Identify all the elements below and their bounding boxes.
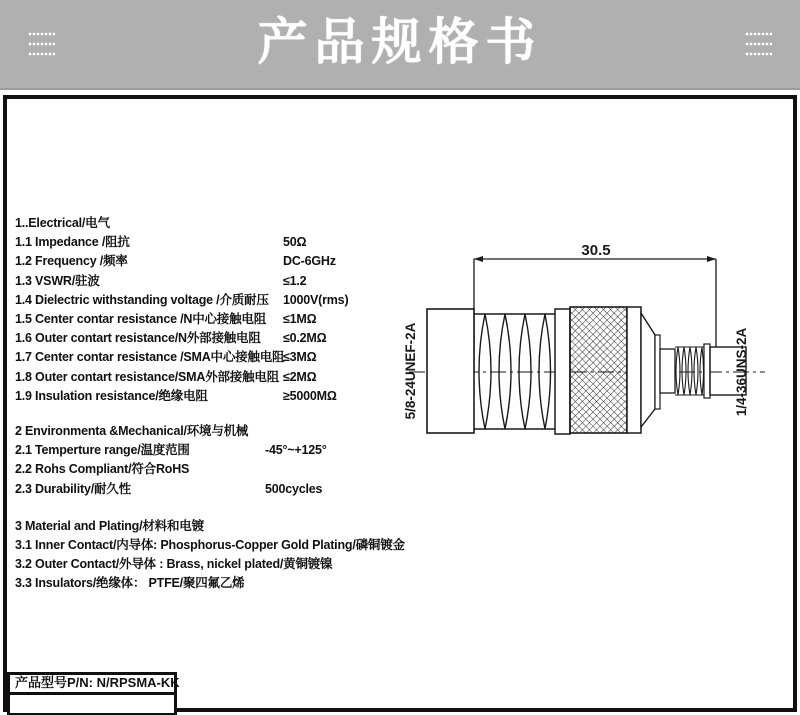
dots-pattern-left-icon [28,29,55,59]
n-coupling-thread [474,314,555,429]
spec-row [15,348,415,367]
spec-row [15,272,415,291]
spec-row [15,252,415,271]
spec-section-heading: 1..Electrical/电气 [15,216,110,230]
spec-label: 3.1 Inner Contact/内导体: Phosphorus-Copper Gold Plating/磷铜镀金 [15,538,405,553]
spec-row [15,387,415,406]
spec-value: ≤0.2MΩ [283,331,327,346]
n-connector-rear-body [427,309,474,433]
spec-row [15,368,415,387]
connector-technical-drawing [395,235,775,445]
spec-list [15,214,415,594]
spec-row [15,555,415,574]
spec-label: 1.2 Frequency /频率 [15,254,128,269]
spec-section-heading: 3 Material and Plating/材料和电镀 [15,518,204,533]
spec-label: 1.8 Outer contart resistance/SMA外部接触电阻 [15,369,279,384]
spec-row [15,574,415,593]
dots-pattern-right-icon [745,29,772,59]
part-number-cell: 产品型号P/N: N/RPSMA-KK [10,675,174,695]
spec-value: 50Ω [283,235,307,250]
spec-value: 1000V(rms) [283,292,349,307]
spec-row [15,310,415,329]
sma-cylinder [660,349,675,393]
spec-row [15,329,415,348]
taper-section [641,313,655,427]
spec-row [15,480,415,499]
spec-value: ≤1MΩ [283,312,317,327]
spec-row [15,233,415,252]
spec-label: 1.1 Impedance /阻抗 [15,235,130,250]
spec-label: 3.2 Outer Contact/外导体 : Brass, nickel plated/黄铜镀镍 [15,557,333,572]
spec-label: 1.9 Insulation resistance/绝缘电阻 [15,388,208,403]
spec-label: 1.7 Center contar resistance /SMA中心接触电阻 [15,350,285,365]
spec-value: ≤3MΩ [283,350,317,365]
dimension-value: 30.5 [581,242,611,259]
dimension-arrow-right-icon [707,256,716,262]
spec-row [15,460,415,479]
spec-value: 500cycles [265,481,323,496]
spec-value: -45°~+125° [265,443,327,458]
n-collar [555,309,570,434]
sma-end-collar [704,344,710,398]
spec-row [15,291,415,310]
spec-value: ≥5000MΩ [283,388,337,403]
sma-coupling-thread [675,347,704,395]
header-band [0,0,800,90]
empty-cell [10,695,174,713]
spec-label: 2.2 Rohs Compliant/符合RoHS [15,462,190,477]
spec-label: 3.3 Insulators/绝缘体： PTFE/聚四氟乙烯 [15,576,245,591]
sma-step-collar [655,335,660,409]
spec-section-heading: 2 Environmenta &Mechanical/环境与机械 [15,424,249,439]
spec-value: DC-6GHz [283,254,336,269]
spec-label: 2.3 Durability/耐久性 [15,481,131,496]
spec-value: ≤1.2 [283,273,307,288]
spec-label: 1.6 Outer contart resistance/N外部接触电阻 [15,331,261,346]
page-title: 产品规格书 [257,14,543,70]
spec-row [15,441,415,460]
spec-row [15,536,415,555]
right-thread-label: 1/4-36UNS-2A [734,327,749,417]
body-band [627,307,641,433]
spec-label: 2.1 Temperture range/温度范围 [15,443,190,458]
spec-label: 1.3 VSWR/驻波 [15,273,100,288]
part-number-table [7,672,180,715]
spec-label: 1.4 Dielectric withstanding voltage /介质耐压 [15,292,269,307]
spec-value: ≤2MΩ [283,369,317,384]
knurled-grip [570,307,627,433]
left-thread-label: 5/8-24UNEF-2A [403,322,418,420]
spec-label: 1.5 Center contar resistance /N中心接触电阻 [15,312,267,327]
dimension-arrow-left-icon [474,256,483,262]
